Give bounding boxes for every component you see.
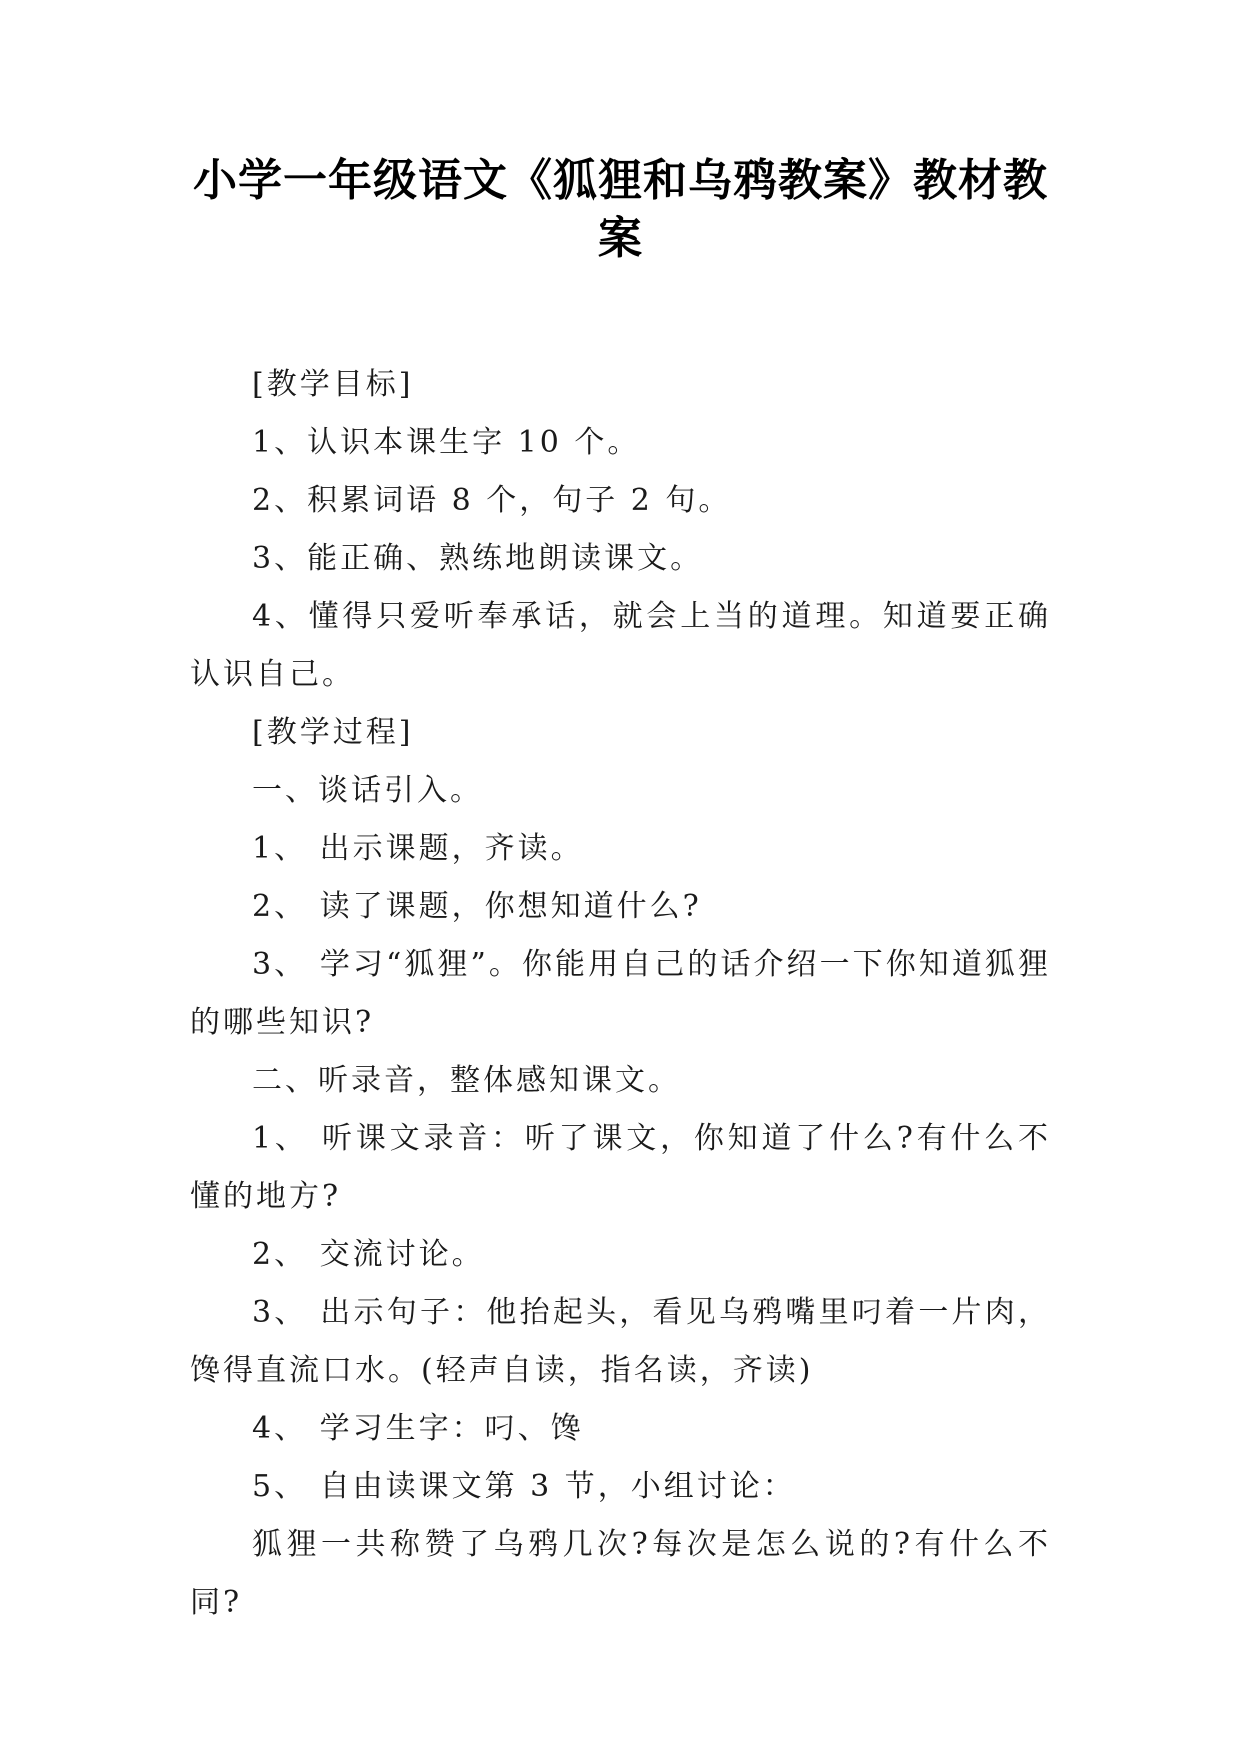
process-item: 3、 出示句子：他抬起头，看见乌鸦嘴里叼着一片肉，馋得直流口水。(轻声自读，指名读，齐读) — [190, 1295, 1051, 1388]
objective-item: 4、懂得只爱听奉承话，就会上当的道理。知道要正确认识自己。 — [190, 599, 1051, 692]
section-heading-process: [教学过程] — [252, 715, 414, 750]
objective-item: 3、能正确、熟练地朗读课文。 — [252, 541, 704, 576]
process-item: 5、 自由读课文第 3 节，小组讨论： — [252, 1469, 796, 1504]
document-body — [190, 356, 1051, 1632]
objective-item: 2、积累词语 8 个，句子 2 句。 — [252, 483, 732, 518]
objective-item: 1、认识本课生字 10 个。 — [252, 425, 641, 460]
process-item: 1、 出示课题，齐读。 — [252, 831, 584, 866]
discussion-question: 狐狸一共称赞了乌鸦几次?每次是怎么说的?有什么不同? — [190, 1527, 1051, 1620]
process-item: 1、 听课文录音：听了课文，你知道了什么?有什么不懂的地方? — [190, 1121, 1051, 1214]
process-item: 4、 学习生字：叼、馋 — [252, 1411, 584, 1446]
process-step-heading: 二、听录音，整体感知课文。 — [252, 1063, 681, 1098]
process-item: 2、 交流讨论。 — [252, 1237, 485, 1272]
process-step-heading: 一、谈话引入。 — [252, 773, 483, 808]
process-item: 2、 读了课题，你想知道什么? — [252, 889, 702, 924]
process-item: 3、 学习“狐狸”。你能用自己的话介绍一下你知道狐狸的哪些知识? — [190, 947, 1051, 1040]
section-heading-objectives: [教学目标] — [252, 367, 414, 402]
document-title: 小学一年级语文《狐狸和乌鸦教案》教材教案 — [193, 155, 1048, 264]
